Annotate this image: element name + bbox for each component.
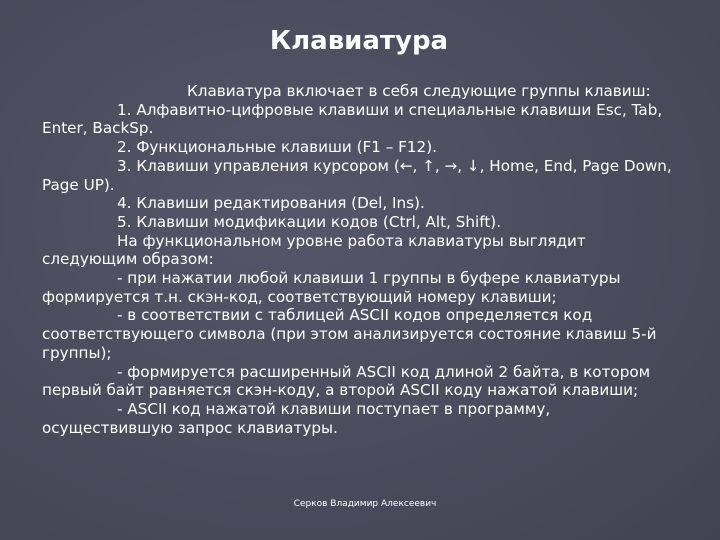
slide-body (42, 82, 682, 437)
list-item: - ASCII код нажатой клавиши поступает в программу, осуществившую запрос клавиатуры. (42, 399, 551, 437)
list-item: 4. Клавиши редактирования (Del, Ins). (117, 194, 425, 213)
list-item: 2. Функциональные клавиши (F1 – F12). (117, 138, 437, 157)
list-item: 1. Алфавитно-цифровые клавиши и специальные клавиши Esc, Tab, Enter, BackSp. (42, 100, 663, 138)
list-item: - при нажатии любой клавиши 1 группы в буфере клавиатуры формируется т.н. скэн-код, соответствующий номеру клавиши; (42, 269, 621, 306)
author-footer: Серков Владимир Алексеевич (293, 499, 437, 509)
lead-paragraph: Клавиатура включает в себя следующие группы клавиш: (187, 82, 651, 100)
list-item: - формируется расширенный ASCII код длиной 2 байта, в котором первый байт равняется скэн-коду, а второй ASCII коду нажатой клавиши; (42, 362, 651, 400)
list-item: 5. Клавиши модификации кодов (Ctrl, Alt, Shift). (117, 212, 502, 231)
list-item: - в соответствии с таблицей ASCII кодов определяется код соответствующего символа (при этом анализируется состояние клавиш 5-й группы); (42, 306, 657, 362)
slide-title: Клавиатура (269, 26, 449, 56)
list-item: 3. Клавиши управления курсором (←, ↑, →, ↓, Home, End, Page Down, Page UP). (42, 156, 672, 194)
list-item: На функциональном уровне работа клавиатуры выглядит следующим образом: (42, 231, 586, 269)
